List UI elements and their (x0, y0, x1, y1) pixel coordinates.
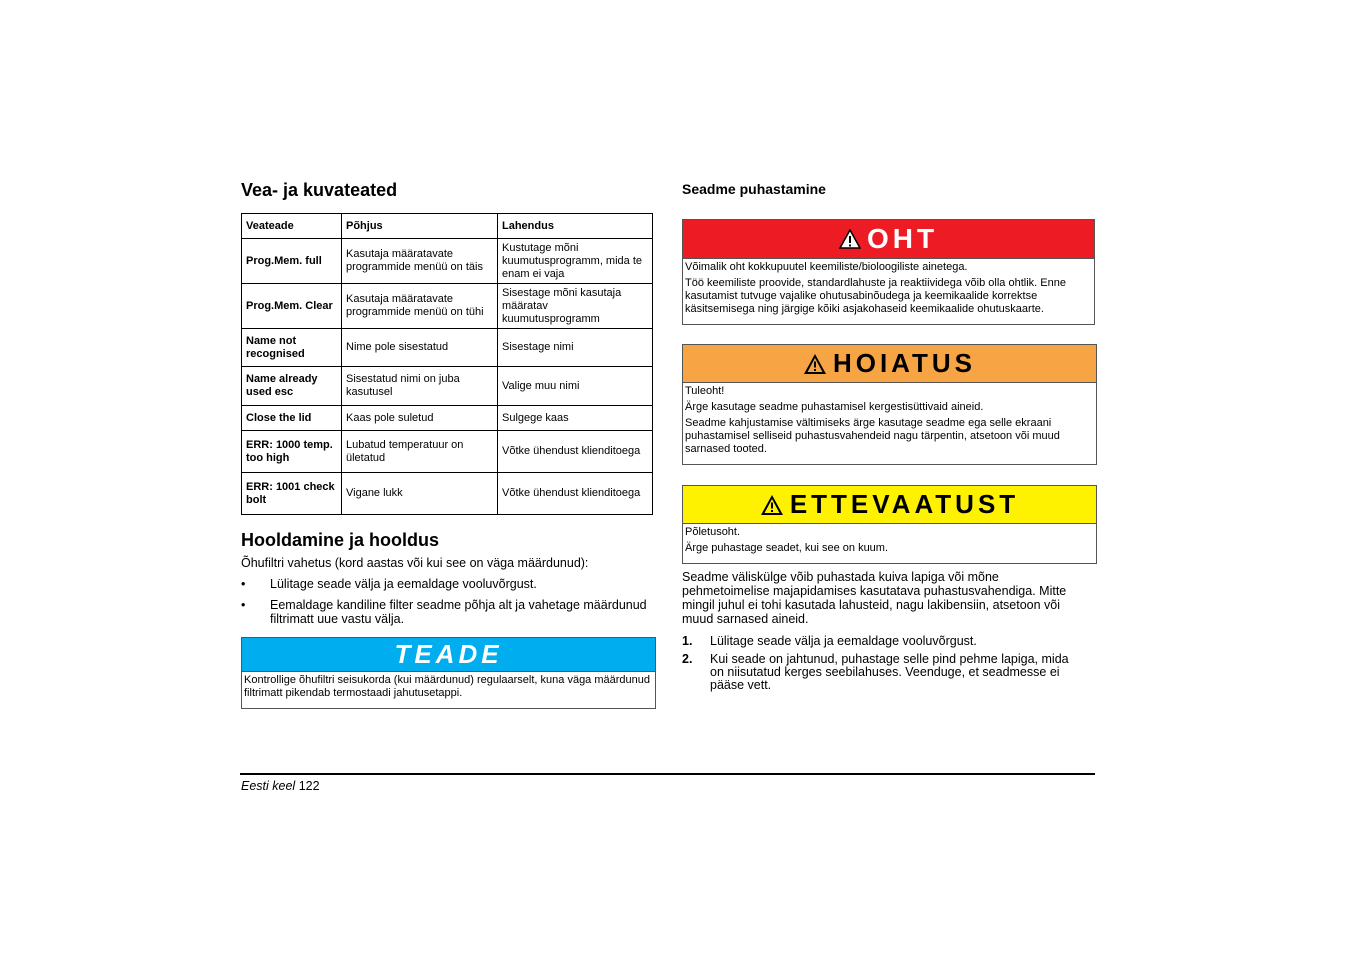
table-cell: Sisestage mõni kasutaja määratav kuumutusprogramm (498, 284, 653, 329)
notice-box (241, 637, 656, 709)
list-item-text: Lülitage seade välja ja eemaldage vooluvõrgust. (270, 577, 537, 591)
column-header: Põhjus (342, 214, 498, 239)
footer-language: Eesti keel (241, 779, 296, 793)
section-title-cleaning: Seadme puhastamine (682, 181, 826, 197)
step-number: 1. (682, 634, 693, 648)
caution-box (682, 485, 1097, 564)
warning-line: Seadme kahjustamise vältimiseks ärge kasutage seadme ega selle ekraani puhastamisel selliseid puhastusvahendeid nagu tärpentin, atsetoon või muud sarnased tooted. (685, 417, 1060, 455)
warning-box (682, 344, 1097, 465)
list-item-text: Eemaldage kandiline filter seadme põhja alt ja vahetage määrdunud filtrimatt uue vastu välja. (270, 598, 647, 626)
list-item (241, 598, 656, 628)
page-number: 122 (298, 779, 320, 793)
notice-title: TEADE (394, 639, 503, 669)
warning-body (683, 383, 1096, 461)
footer-rule (240, 773, 1095, 775)
section-title-errors: Vea- ja kuvateated (241, 180, 398, 200)
table-row (242, 284, 653, 329)
caution-title: ETTEVAATUST (789, 489, 1020, 519)
cleaning-paragraph: Seadme väliskülge võib puhastada kuiva lapiga või mõne pehmetoimelise majapidamises kasutatava puhastusvahendiga. Mitte mingil juhul ei tohi kasutada lahusteid, nagu lakibensiin, atsetoon või muud sarnased aineid. (682, 570, 1067, 626)
error-table (241, 213, 653, 515)
notice-text: Kontrollige õhufiltri seisukorda (kui määrdunud) regulaarselt, kuna väga määrdunud filtrimatt pikendab termostaadi jahutusetappi. (244, 674, 651, 699)
table-cell: Valige muu nimi (498, 367, 653, 406)
warning-triangle-icon (803, 353, 827, 375)
table-cell: Sisestage nimi (498, 329, 653, 367)
table-cell: Nime pole sisestatud (342, 329, 498, 367)
table-row (242, 329, 653, 367)
caution-line: Põletusoht. (685, 526, 741, 538)
table-cell: Kustutage mõni kuumutusprogramm, mida te enam ei vaja (498, 239, 653, 284)
table-row (242, 473, 653, 515)
maintenance-intro: Õhufiltri vahetus (kord aastas või kui see on väga määrdunud): (241, 556, 589, 570)
caution-line: Ärge puhastage seadet, kui see on kuum. (685, 542, 889, 554)
warning-triangle-icon (839, 229, 861, 249)
table-cell: Kasutaja määratavate programmide menüü on täis (342, 239, 498, 284)
column-header: Lahendus (498, 214, 653, 239)
danger-header (683, 220, 1094, 259)
table-cell: Kasutaja määratavate programmide menüü on tühi (342, 284, 498, 329)
table-cell: Close the lid (242, 406, 342, 431)
step-text: Lülitage seade välja ja eemaldage vooluvõrgust. (710, 634, 977, 648)
notice-header (242, 638, 655, 672)
danger-title: OHT (866, 223, 939, 254)
danger-body (683, 259, 1094, 321)
table-cell: Prog.Mem. full (242, 239, 342, 284)
table-cell: Vigane lukk (342, 473, 498, 515)
warning-triangle-icon (760, 494, 784, 516)
table-cell: Name already used esc (242, 367, 342, 406)
danger-line: Töö keemiliste proovide, standardlahuste ja reaktiividega võib olla ohtlik. Enne kasutamist tutvuge vajalike ohutusabinõudega ja keemikaalide korrektse käsitsemisega ning järgige kõiki asjakohaseid keemikaalide ohutuskaarte. (685, 277, 1066, 315)
step-number: 2. (682, 652, 693, 666)
table-cell: Kaas pole suletud (342, 406, 498, 431)
step-text: Kui seade on jahtunud, puhastage selle pind pehme lapiga, mida on niisutatud kerges seebilahuses. Veenduge, et seadmesse ei pääse vett. (710, 652, 1069, 692)
table-cell: Võtke ühendust klienditoega (498, 473, 653, 515)
table-cell: Name not recognised (242, 329, 342, 367)
bullet-marker: • (241, 577, 246, 591)
table-cell: Prog.Mem. Clear (242, 284, 342, 329)
warning-line: Ärge kasutage seadme puhastamisel kergestisüttivaid aineid. (685, 401, 984, 413)
table-row (242, 431, 653, 473)
column-header: Veateade (242, 214, 342, 239)
warning-header (683, 345, 1096, 383)
section-title-maintenance: Hooldamine ja hooldus (241, 530, 440, 550)
caution-body (683, 524, 1096, 560)
table-cell: ERR: 1001 check bolt (242, 473, 342, 515)
table-row (242, 367, 653, 406)
caution-header (683, 486, 1096, 524)
table-cell: Lubatud temperatuur on ületatud (342, 431, 498, 473)
warning-title: HOIATUS (832, 348, 977, 378)
table-cell: ERR: 1000 temp. too high (242, 431, 342, 473)
danger-line: Võimalik oht kokkupuutel keemiliste/bioloogiliste ainetega. (685, 261, 968, 273)
table-row (242, 239, 653, 284)
table-cell: Sisestatud nimi on juba kasutusel (342, 367, 498, 406)
table-row (242, 406, 653, 431)
danger-box (682, 219, 1095, 325)
table-cell: Võtke ühendust klienditoega (498, 431, 653, 473)
warning-line: Tuleoht! (685, 385, 725, 397)
bullet-marker: • (241, 598, 246, 612)
table-header-row (242, 214, 653, 239)
table-cell: Sulgege kaas (498, 406, 653, 431)
footer (241, 779, 320, 793)
